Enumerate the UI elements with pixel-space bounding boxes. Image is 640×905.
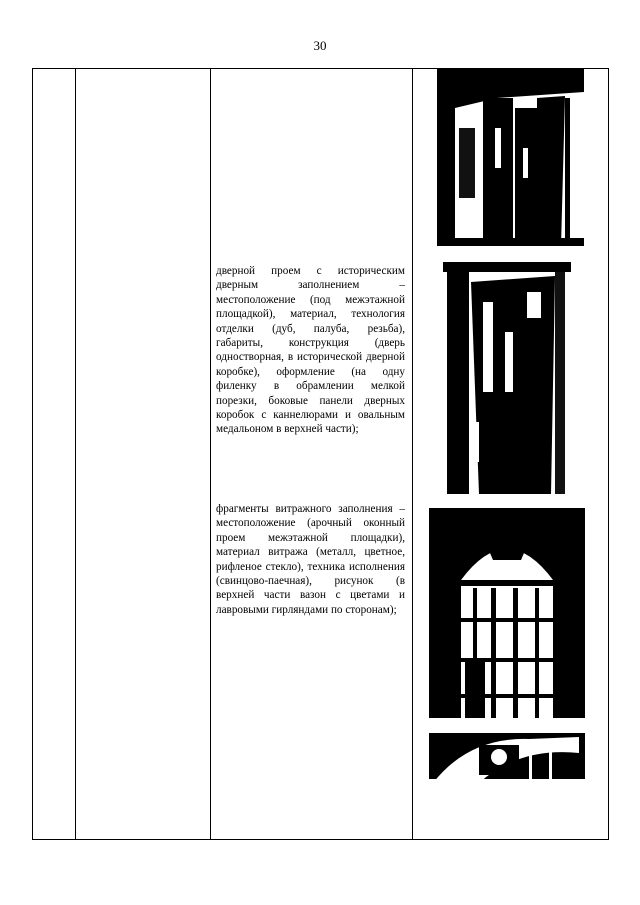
- door-photo-upper: [437, 68, 584, 246]
- stained-glass-fragment-photo: [429, 733, 585, 783]
- arched-window-photo: [429, 508, 585, 718]
- page-number: 30: [313, 38, 327, 53]
- door-photo-lower: [443, 262, 571, 494]
- stained-glass-description: фрагменты витражного заполнения – местоположение (арочный оконный проем межэтажной площадки), материал витража (металл, цветное, рифленое стекло), техника исполнения (свинцово-паечная), рисунок (в верхней части вазон с цветами и лавровыми гирляндами по сторонам);: [216, 503, 405, 616]
- column-divider-2: [210, 69, 211, 839]
- column-divider-1: [75, 69, 76, 839]
- door-description: дверной проем с историческим дверным заполнением – местоположение (под межэтажной площадкой), материал, технология отделки (дуб, палуба, резьба), габариты, конструкция (дверь одностворная, в исторической дверной коробке), оформление (на одну филенку в обрамлении мелкой порезки, боковые панели дверных коробок с каннелюрами и овальным медальоном в верхней части);: [216, 265, 405, 436]
- column-divider-3: [412, 69, 413, 839]
